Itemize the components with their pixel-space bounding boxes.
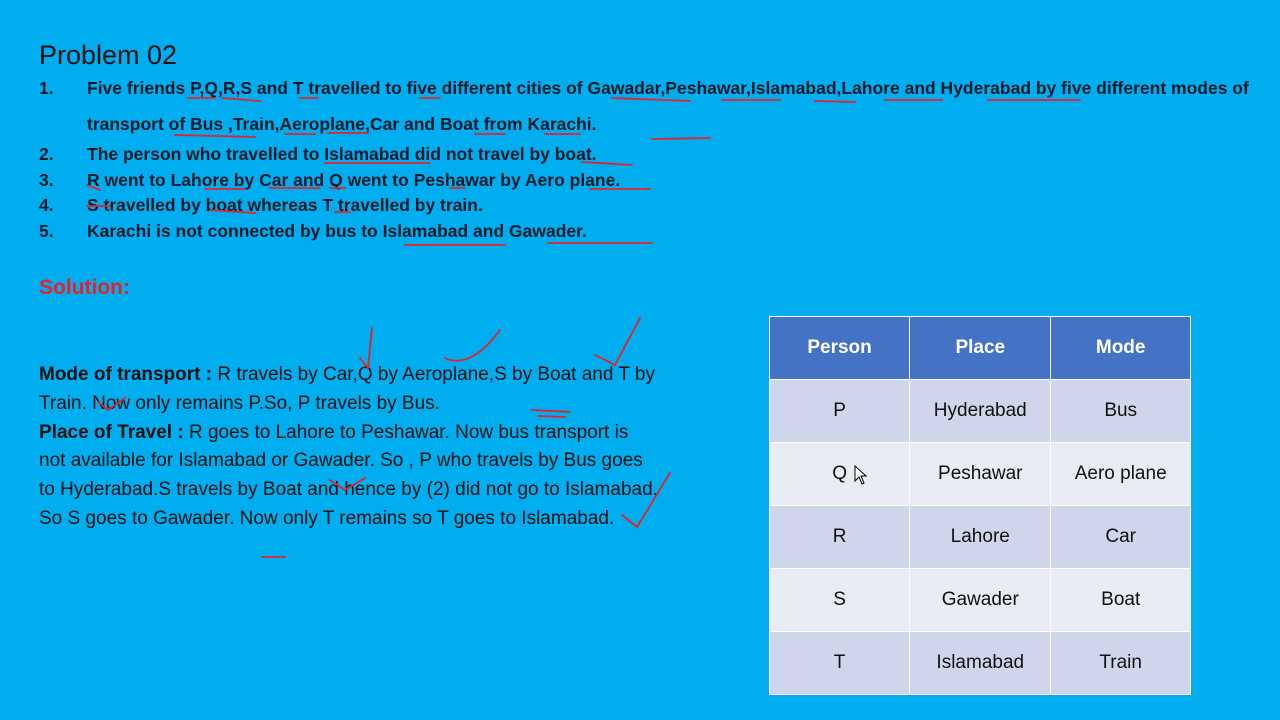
solution-text [39,361,659,534]
place-label: Place of Travel : [39,421,184,443]
table-header-row [770,317,1191,380]
solution-table [769,316,1191,695]
solution-heading: Solution: [39,276,130,299]
problem-list [39,76,1259,244]
mode-label: Mode of transport : [39,364,213,385]
place-text: R goes to Lahore to Peshawar. Now bus transport is not available for Islamabad or Gawader. So , P who travels by Bus goes to Hyderabad.S travels by Boat and hence by (2) did not go to Islamabad. So S goes to Gawader. Now only T remains so T goes to Islamabad. [39,421,658,529]
slide-title: Problem 02 [39,40,178,70]
mode-text: R travels by Car,Q by Aeroplane,S by Boat and T by Train. Now only remains P.So, P travels by Bus. [39,364,655,414]
checkmark-icon [595,318,640,365]
table-row: T Islamabad Train [770,632,1191,695]
problem-item: 4. S travelled by boat whereas T travelled by train. [39,195,483,215]
table-row: P Hyderabad Bus [770,380,1191,443]
table-row: R Lahore Car [770,506,1191,569]
table-row: Q Peshawar Aero plane [770,443,1191,506]
header-mode: Mode [1051,317,1191,380]
problem-item: 2. The person who travelled to Islamabad did not travel by boat. [39,144,597,164]
mouse-cursor-icon [854,465,868,485]
checkmark-icon [445,330,500,361]
problem-item: 3. R went to Lahore by Car and Q went to Peshawar by Aero plane. [39,169,621,190]
table-row: S Gawader Boat [770,569,1191,632]
problem-item: 5. Karachi is not connected by bus to Islamabad and Gawader. [39,220,587,241]
problem-item: 1. Five friends P,Q,R,S and T travelled to five different cities of Gawadar,Peshawar,Islamabad,Lahore and Hyderabad by five different modes of transport of Bus ,Train,Aeroplane,Car and Boat from Karachi. [39,78,1249,134]
header-place: Place [910,317,1051,380]
header-person: Person [770,317,910,380]
